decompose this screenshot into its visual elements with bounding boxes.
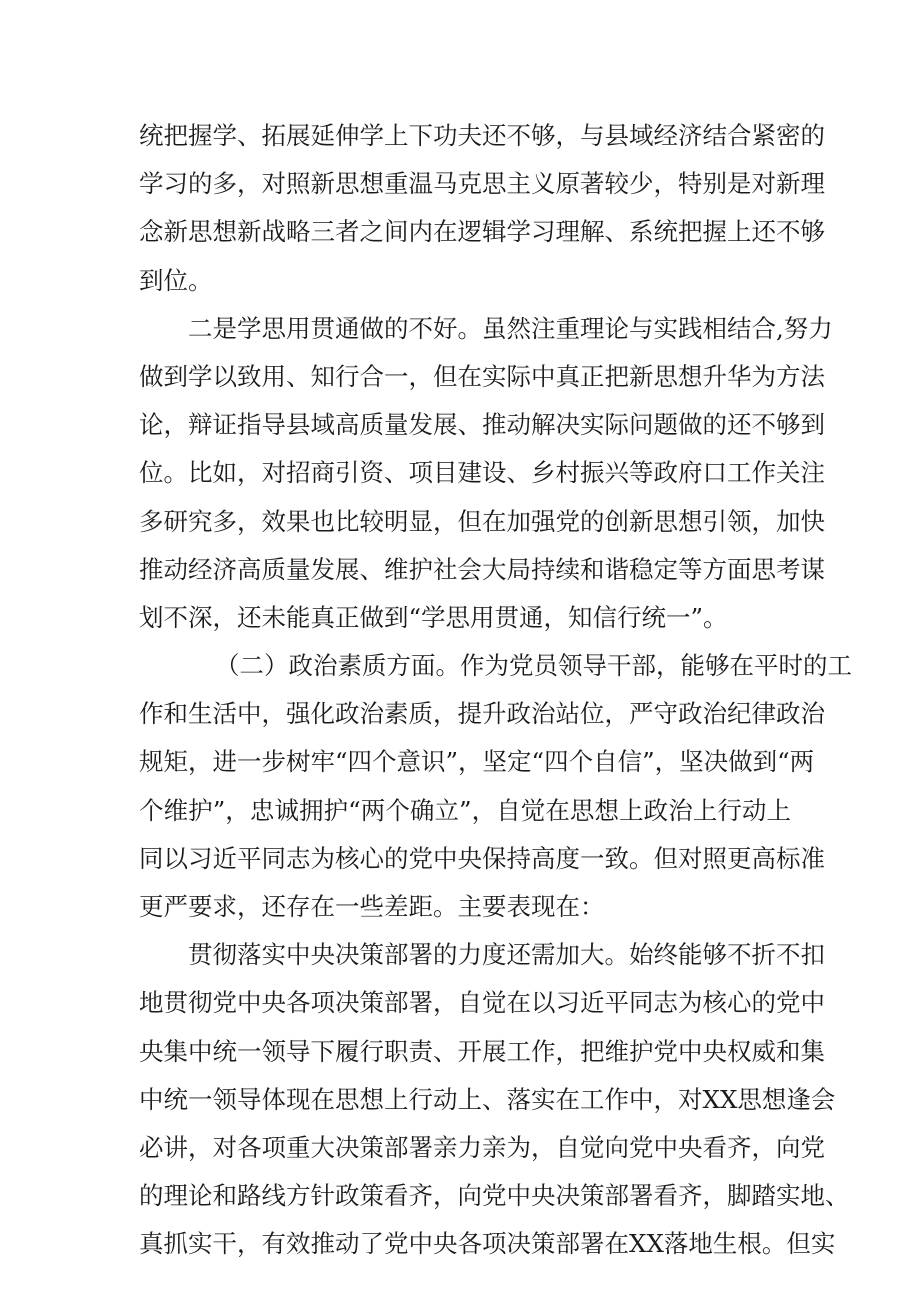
text-line: 划不深，还未能真正做到“学思用贯通，知信行统一”。 — [139, 602, 728, 632]
text-line: 更严要求，还存在一些差距。主要表现在： — [139, 892, 605, 921]
text-line: 统把握学、拓展延伸学上下功夫还不够，与县域经济结合紧密的 — [139, 121, 825, 150]
text-line: （二）政治素质方面。作为党员领导干部，能够在平时的工 — [215, 651, 852, 681]
paragraph-p3 — [139, 642, 852, 931]
text-line: 中统一领导体现在思想上行动上、落实在工作中，对XX思想逢会 — [139, 1084, 836, 1114]
paragraph-p4 — [139, 931, 850, 1268]
text-line: 个维护”，忠诚拥护“两个确立”，自觉在思想上政治上行动上 — [139, 795, 791, 825]
text-line: 作和生活中，强化政治素质，提升政治站位，严守政治纪律政治 — [139, 699, 825, 729]
text-line: 念新思想新战略三者之间内在逻辑学习理解、系统把握上还不够 — [139, 217, 825, 247]
text-line: 推动经济高质量发展、维护社会大局持续和谐稳定等方面思考谋 — [139, 554, 825, 584]
body-text — [139, 112, 852, 1269]
paragraph-p2 — [139, 305, 833, 642]
text-line: 位。比如，对招商引资、项目建设、乡村振兴等政府口工作关注 — [139, 458, 825, 488]
text-line: 真抓实干，有效推动了党中央各项决策部署在XX落地生根。但实 — [139, 1229, 836, 1259]
text-line: 央集中统一领导下履行职责、开展工作，把维护党中央权威和集 — [139, 1036, 825, 1066]
text-line: 同以习近平同志为核心的党中央保持高度一致。但对照更高标准 — [139, 843, 825, 873]
text-line: 必讲，对各项重大决策部署亲力亲为，自觉向党中央看齐，向党 — [139, 1132, 825, 1162]
paragraph-p1 — [139, 112, 825, 305]
text-line: 的理论和路线方针政策看齐，向党中央决策部署看齐，脚踏实地、 — [139, 1181, 850, 1211]
text-line: 规矩，进一步树牢“四个意识”，坚定“四个自信”，坚决做到“两 — [139, 747, 815, 777]
text-line: 做到学以致用、知行合一，但在实际中真正把新思想升华为方法 — [139, 361, 825, 391]
text-line: 学习的多，对照新思想重温马克思主义原著较少，特别是对新理 — [139, 169, 825, 199]
text-line: 地贯彻党中央各项决策部署，自觉在以习近平同志为核心的党中 — [139, 988, 825, 1018]
text-line: 多研究多，效果也比较明显，但在加强党的创新思想引领，加快 — [139, 506, 825, 536]
text-line: 二是学思用贯通做的不好。虽然注重理论与实践相结合,努力 — [188, 313, 833, 343]
text-line: 到位。 — [139, 265, 213, 295]
text-line: 论，辩证指导县域高质量发展、推动解决实际问题做的还不够到 — [139, 410, 825, 440]
text-line: 贯彻落实中央决策部署的力度还需加大。始终能够不折不扣 — [188, 940, 825, 970]
